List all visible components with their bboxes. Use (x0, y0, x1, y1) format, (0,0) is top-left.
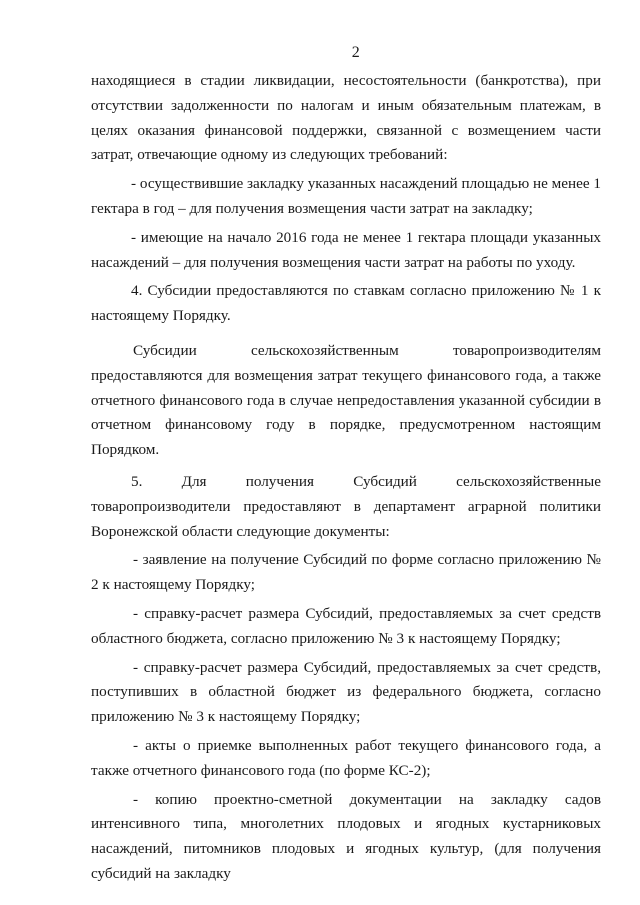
paragraph-requirement-planting: - осуществившие закладку указанных насаждений площадью не менее 1 гектара в год – для получения возмещения части затрат на закладку; (91, 175, 602, 217)
paragraph-requirement-area: - имеющие на начало 2016 года не менее 1 гектара площади указанных насаждений – для получения возмещения части затрат на работы по уходу. (91, 228, 601, 271)
paragraph-doc-regional-calc: - справку-расчет размера Субсидий, предоставляемых за счет средств областного бюджета, согласно приложению № 3 к настоящему Порядку; (91, 604, 601, 647)
page-number: 2 (351, 44, 361, 61)
paragraph-section-4: 4. Субсидии предоставляются по ставкам согласно приложению № 1 к настоящему Порядку. (91, 282, 601, 325)
paragraph-doc-application: - заявление на получение Субсидий по форме согласно приложению № 2 к настоящему Порядку; (91, 551, 601, 594)
document-body (91, 69, 601, 887)
paragraph-doc-acts: - акты о приемке выполненных работ текущего финансового года, а также отчетного финансового года (по форме КС-2); (91, 736, 601, 779)
paragraph-eligibility-intro: находящиеся в стадии ликвидации, несостоятельности (банкротства), при отсутствии задолженности по налогам и иным обязательным платежам, в целях оказания финансовой поддержки, связанной с возмещением части затрат, отвечающие одному из следующих требований: (91, 72, 601, 164)
paragraph-section-5: 5. Для получения Субсидий сельскохозяйственные товаропроизводители предоставляют в департамент аграрной политики Воронежской области следующие документы: (91, 472, 601, 540)
paragraph-doc-federal-calc: - справку-расчет размера Субсидий, предоставляемых за счет средств, поступивших в областной бюджет из федерального бюджета, согласно приложению № 3 к настоящему Порядку; (91, 658, 601, 726)
paragraph-doc-design: - копию проектно-сметной документации на закладку садов интенсивного типа, многолетних плодовых и ягодных кустарниковых насаждений, питомников плодовых и ягодных культур, (для получения субсидий на закладку (91, 790, 601, 882)
paragraph-subsidy-purpose: Субсидии сельскохозяйственным товаропроизводителям предоставляются для возмещения затрат текущего финансового года, а также отчетного финансового года в случае непредоставления указанной субсидии в отчетном финансовому году в порядке, предусмотренном настоящим Порядком. (91, 341, 601, 459)
